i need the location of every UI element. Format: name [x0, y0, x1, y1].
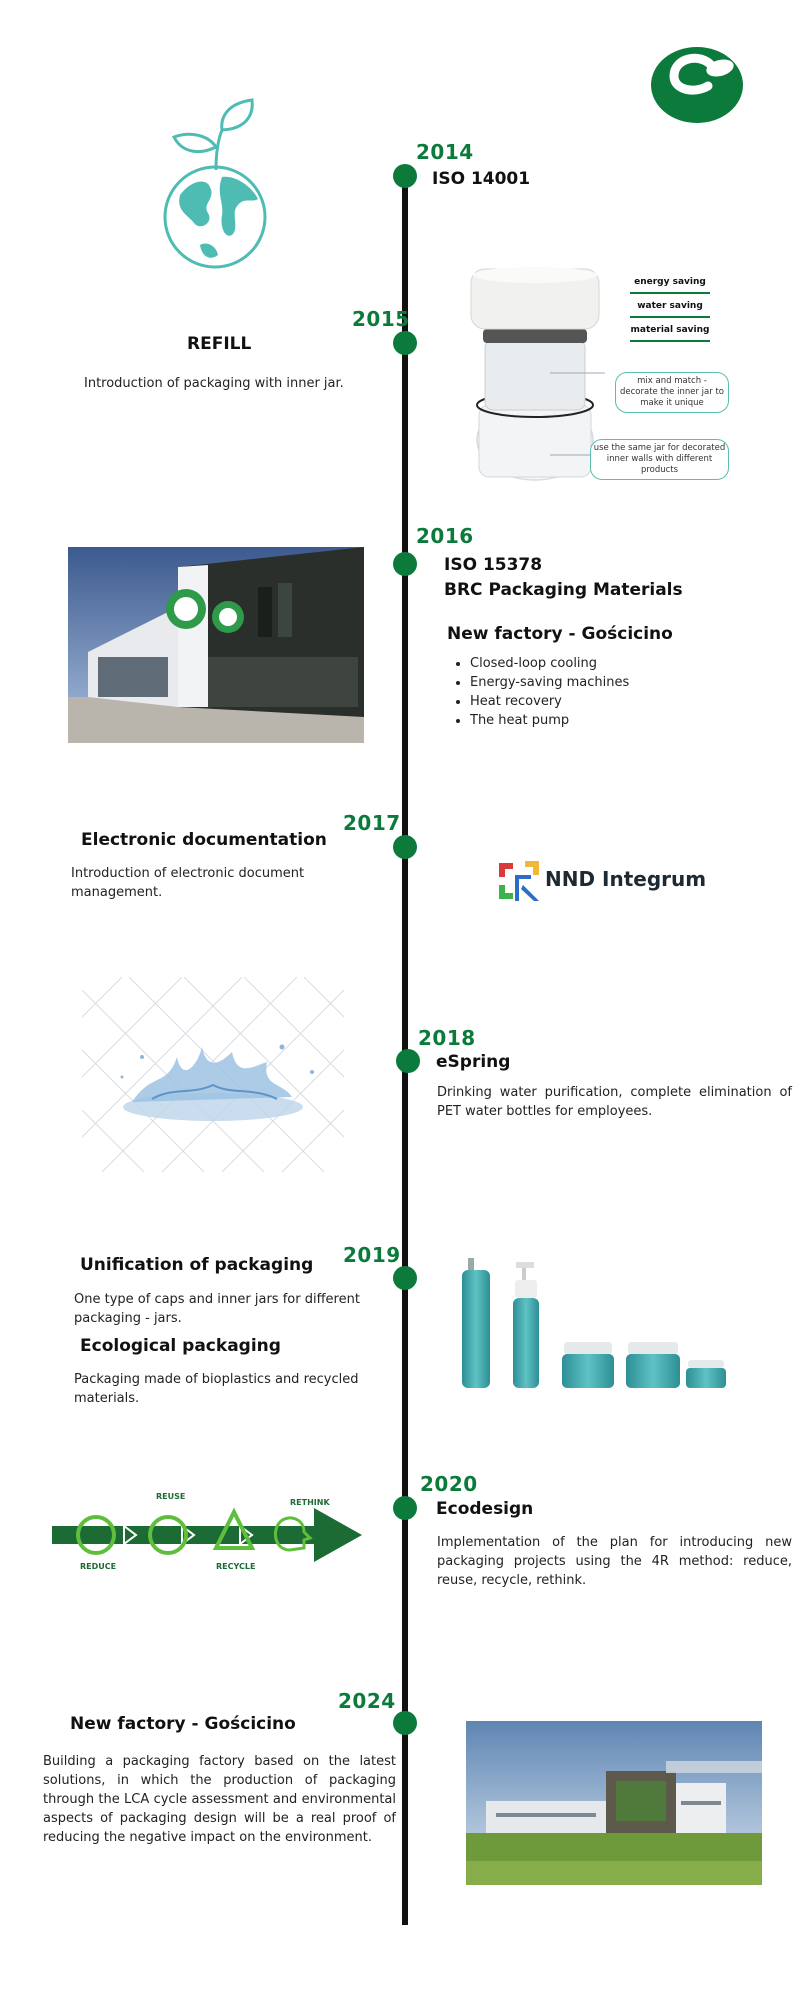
entry-2019-title: Unification of packaging [80, 1255, 314, 1275]
factory-photo [68, 547, 364, 743]
entry-2017-title: Electronic documentation [81, 830, 327, 850]
entry-2016-subtitle: New factory - Gościcino [447, 624, 673, 644]
entry-2019-text: One type of caps and inner jars for different packaging - jars. [74, 1292, 360, 1326]
list-item: • Heat recovery [470, 692, 629, 711]
entry-2015-text: Introduction of packaging with inner jar. [84, 376, 344, 391]
4r-method-arrow [52, 1490, 364, 1580]
new-factory-render [466, 1721, 762, 1885]
cosmetic-packaging-image [460, 1250, 732, 1390]
label-rethink: RETHINK [290, 1498, 330, 1507]
company-logo [650, 38, 745, 128]
year-2024: 2024 [338, 1689, 396, 1713]
water-splash-image [82, 977, 344, 1172]
entry-2024-title: New factory - Gościcino [70, 1714, 296, 1734]
entry-2016-title-line2: BRC Packaging Materials [444, 580, 683, 600]
tag-material-saving: material saving [630, 325, 710, 335]
tag-energy-saving: energy saving [634, 277, 706, 287]
label-recycle: RECYCLE [216, 1562, 256, 1571]
year-2017: 2017 [343, 811, 401, 835]
timeline-dot-2018 [396, 1049, 420, 1073]
timeline-dot-2020 [393, 1496, 417, 1520]
callout-mix-match: mix and match - decorate the inner jar to make it unique [615, 372, 729, 413]
year-2016: 2016 [416, 524, 474, 548]
nnd-integrum-logo [493, 855, 707, 907]
list-item: • The heat pump [470, 711, 629, 730]
callout-same-jar: use the same jar for decorated inner walls with different products [590, 439, 729, 480]
entry-2017-text: Introduction of electronic document management. [71, 866, 305, 900]
entry-2018-text: Drinking water purification, complete elimination of PET water bottles for employees. [437, 1085, 792, 1119]
entry-2020-title: Ecodesign [436, 1499, 534, 1519]
nnd-integrum-text: NND Integrum [545, 867, 707, 891]
timeline-dot-2024 [393, 1711, 417, 1735]
year-2020: 2020 [420, 1472, 478, 1496]
timeline-dot-2015 [393, 331, 417, 355]
entry-2024-text: Building a packaging factory based on the latest solutions, in which the production of packaging through the LCA cycle assessment and environmental aspects of packaging design will be a real proof of reducing the negative impact on the environment. [43, 1754, 396, 1845]
list-item: • Energy-saving machines [470, 673, 629, 692]
timeline-dot-2017 [393, 835, 417, 859]
year-2018: 2018 [418, 1026, 476, 1050]
year-2019: 2019 [343, 1243, 401, 1267]
tag-underline [630, 340, 710, 342]
refill-jar-diagram [465, 265, 735, 490]
entry-2018-title: eSpring [436, 1052, 511, 1072]
entry-2019-text2: Packaging made of bioplastics and recycled materials. [74, 1372, 359, 1406]
entry-2014-title: ISO 14001 [432, 169, 531, 189]
timeline-line [402, 170, 408, 1925]
timeline-dot-2019 [393, 1266, 417, 1290]
year-2015: 2015 [352, 307, 410, 331]
label-reuse: REUSE [156, 1492, 186, 1501]
entry-2015-title: REFILL [187, 334, 252, 354]
label-reduce: REDUCE [80, 1562, 117, 1571]
tag-underline [630, 316, 710, 318]
entry-2016-title-line1: ISO 15378 [444, 555, 543, 575]
tag-water-saving: water saving [637, 301, 703, 311]
earth-plant-icon [160, 95, 280, 275]
entry-2020-text: Implementation of the plan for introducing new packaging projects using the 4R method: reduce, reuse, recycle, rethink. [437, 1535, 792, 1588]
year-2014: 2014 [416, 140, 474, 164]
list-item: • Closed-loop cooling [470, 654, 629, 673]
timeline-dot-2016 [393, 552, 417, 576]
timeline-dot-2014 [393, 164, 417, 188]
tag-underline [630, 292, 710, 294]
entry-2016-bullets [448, 654, 629, 730]
entry-2019-title2: Ecological packaging [80, 1336, 281, 1356]
